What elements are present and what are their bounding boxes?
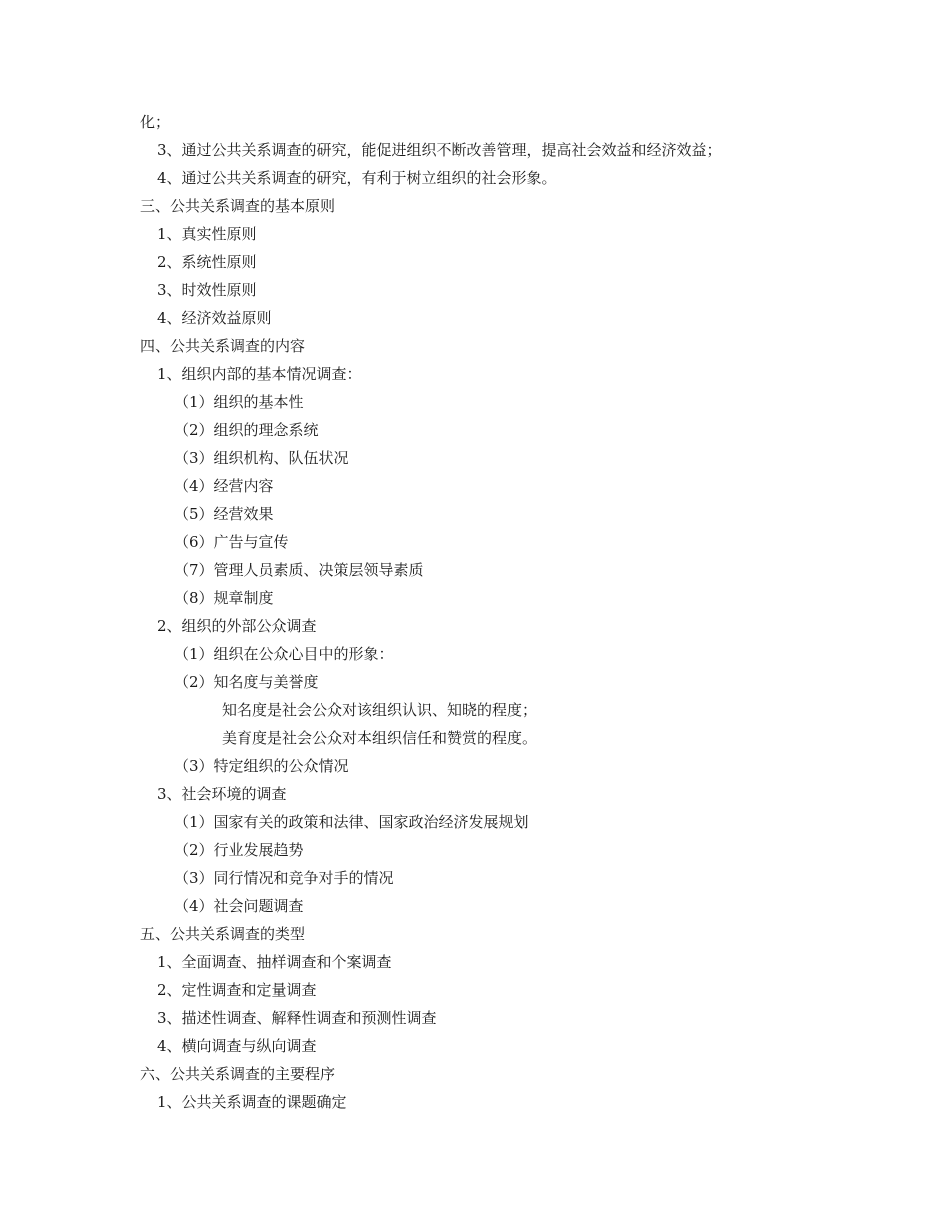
list-item: （3）特定组织的公众情况 [174, 757, 349, 775]
list-item: （2）知名度与美誉度 [174, 673, 319, 691]
list-item: 3、通过公共关系调查的研究，能促进组织不断改善管理，提高社会效益和经济效益； [157, 141, 722, 159]
list-item: 3、社会环境的调查 [157, 785, 287, 803]
list-item: （1）组织的基本性 [174, 393, 304, 411]
list-item: （2）组织的理念系统 [174, 421, 319, 439]
document-page [0, 108, 950, 1116]
list-item: 1、公共关系调查的课题确定 [157, 1093, 347, 1111]
list-item: 1、组织内部的基本情况调查： [157, 365, 362, 383]
list-item: （4）社会问题调查 [174, 897, 304, 915]
list-item: （7）管理人员素质、决策层领导素质 [174, 561, 424, 579]
list-item: （6）广告与宣传 [174, 533, 289, 551]
list-item: 3、时效性原则 [157, 281, 257, 299]
list-item: （3）组织机构、队伍状况 [174, 449, 349, 467]
list-item: 美育度是社会公众对本组织信任和赞赏的程度。 [222, 729, 538, 747]
list-item: （5）经营效果 [174, 505, 274, 523]
list-item: （3）同行情况和竞争对手的情况 [174, 869, 394, 887]
section-heading: 四、公共关系调查的内容 [140, 337, 306, 355]
list-item: （1）组织在公众心目中的形象： [174, 645, 394, 663]
list-item: 2、系统性原则 [157, 253, 257, 271]
list-item: 4、横向调查与纵向调查 [157, 1037, 317, 1055]
list-item: （2）行业发展趋势 [174, 841, 304, 859]
list-item: （8）规章制度 [174, 589, 274, 607]
list-item: 2、组织的外部公众调查 [157, 617, 317, 635]
section-heading: 三、公共关系调查的基本原则 [140, 197, 336, 215]
list-item: （1）国家有关的政策和法律、国家政治经济发展规划 [174, 813, 529, 831]
list-item: 3、描述性调查、解释性调查和预测性调查 [157, 1009, 437, 1027]
section-heading: 化； [140, 113, 171, 131]
list-item: 1、全面调查、抽样调查和个案调查 [157, 953, 392, 971]
list-item: 知名度是社会公众对该组织认识、知晓的程度； [222, 701, 538, 719]
list-item: （4）经营内容 [174, 477, 274, 495]
list-item: 4、经济效益原则 [157, 309, 272, 327]
list-item: 1、真实性原则 [157, 225, 257, 243]
list-item: 2、定性调查和定量调查 [157, 981, 317, 999]
section-heading: 五、公共关系调查的类型 [140, 925, 306, 943]
section-heading: 六、公共关系调查的主要程序 [140, 1065, 336, 1083]
list-item: 4、通过公共关系调查的研究，有利于树立组织的社会形象。 [157, 169, 557, 187]
